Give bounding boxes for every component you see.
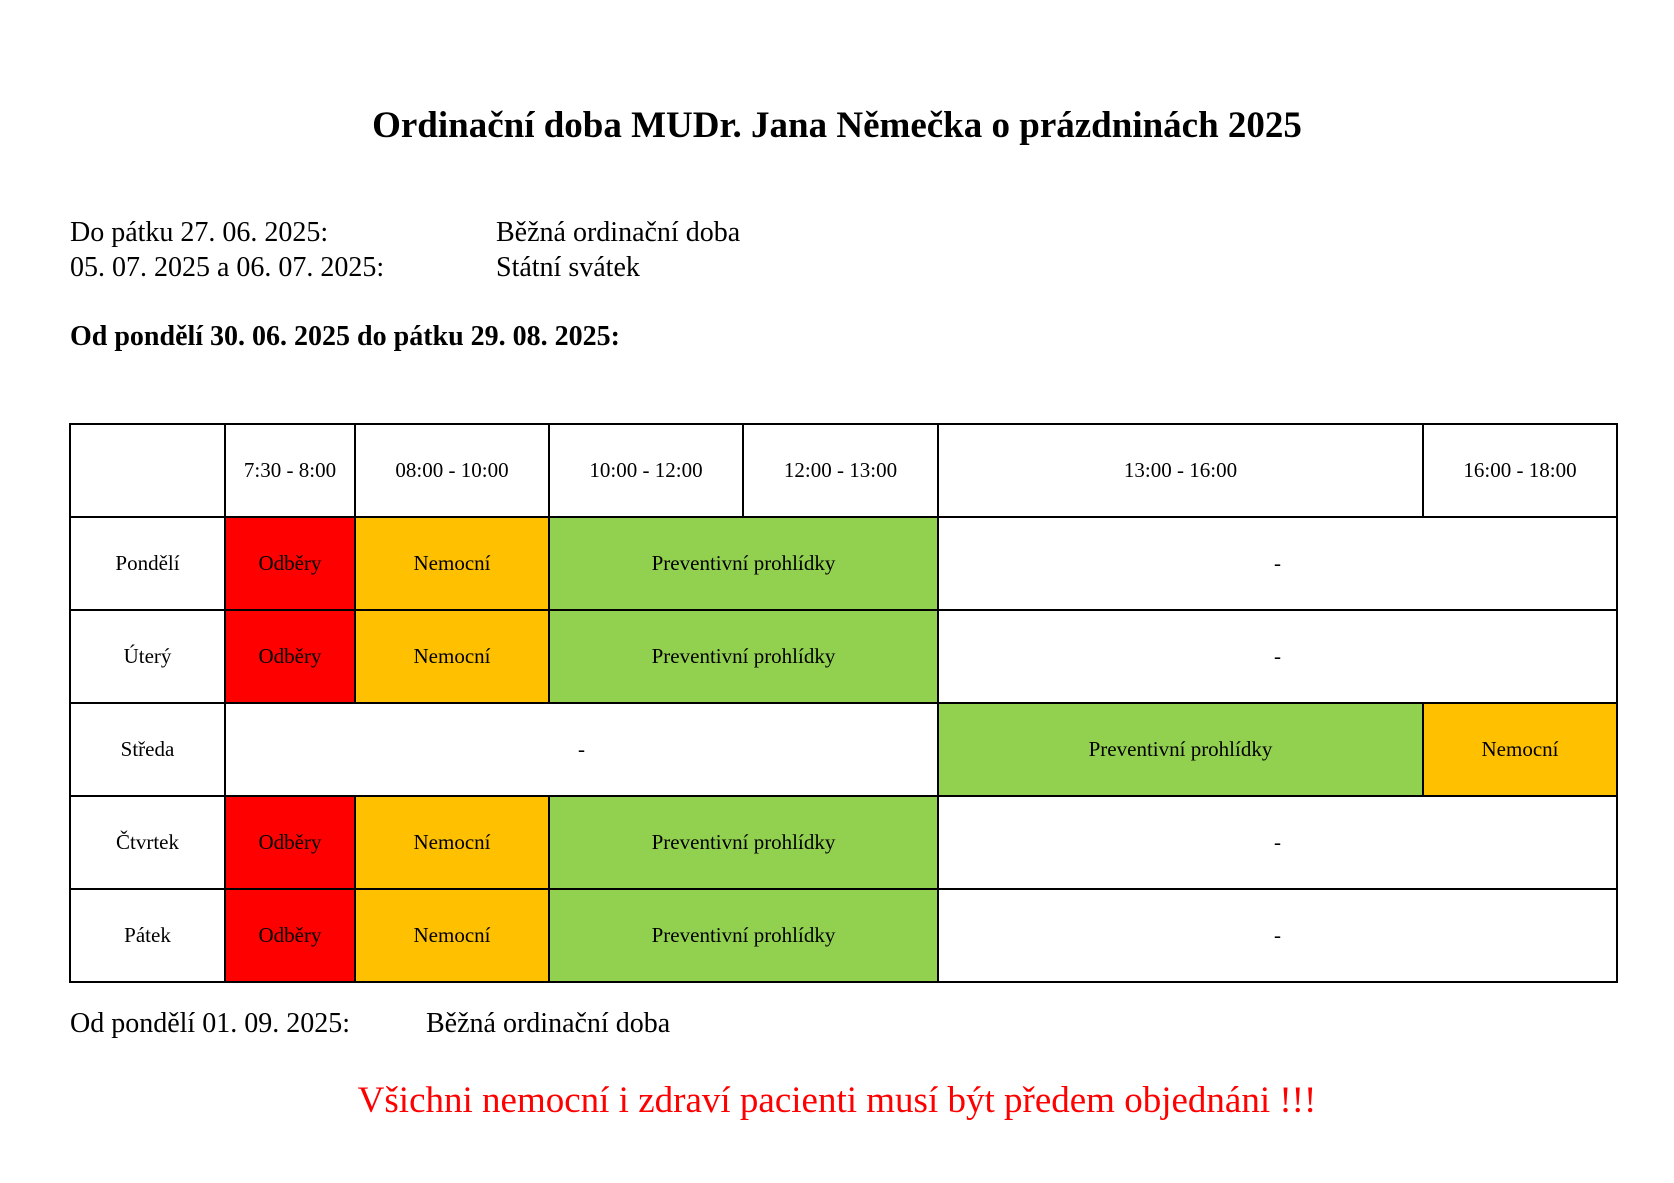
after-period-row (70, 1006, 671, 1041)
table-row (70, 796, 1617, 889)
preventivni-cell: Preventivní prohlídky (549, 610, 938, 703)
odbery-cell: Odběry (225, 517, 355, 610)
day-cell: Úterý (70, 610, 225, 703)
corner-cell (70, 424, 225, 517)
after-label: Od pondělí 01. 09. 2025: (70, 1008, 350, 1039)
page-title: Ordinační doba MUDr. Jana Němečka o prázdninách 2025 (372, 105, 1302, 146)
table-row (70, 610, 1617, 703)
day-cell: Pondělí (70, 517, 225, 610)
preventivni-cell: Preventivní prohlídky (549, 517, 938, 610)
nemocni-cell: Nemocní (355, 889, 549, 982)
table-row (70, 889, 1617, 982)
info-value: Státní svátek (496, 252, 640, 283)
closed-cell: - (938, 610, 1617, 703)
time-slot-header: 13:00 - 16:00 (938, 424, 1423, 517)
time-slot-header: 10:00 - 12:00 (549, 424, 743, 517)
nemocni-cell: Nemocní (1423, 703, 1617, 796)
header-row (70, 424, 1617, 517)
day-cell: Pátek (70, 889, 225, 982)
preventivni-cell: Preventivní prohlídky (549, 796, 938, 889)
info-value: Běžná ordinační doba (496, 217, 741, 248)
nemocni-cell: Nemocní (355, 517, 549, 610)
time-slot-header: 16:00 - 18:00 (1423, 424, 1617, 517)
preventivni-cell: Preventivní prohlídky (938, 703, 1423, 796)
odbery-cell: Odběry (225, 610, 355, 703)
closed-cell: - (938, 517, 1617, 610)
day-cell: Čtvrtek (70, 796, 225, 889)
closed-cell: - (225, 703, 938, 796)
nemocni-cell: Nemocní (355, 796, 549, 889)
period-heading: Od pondělí 30. 06. 2025 do pátku 29. 08. 2025: (70, 321, 620, 352)
info-label: Do pátku 27. 06. 2025: (70, 217, 329, 248)
preventivni-cell: Preventivní prohlídky (549, 889, 938, 982)
day-cell: Středa (70, 703, 225, 796)
warning-text: Všichni nemocní i zdraví pacienti musí být předem objednáni !!! (357, 1080, 1317, 1121)
time-slot-header: 08:00 - 10:00 (355, 424, 549, 517)
schedule-table (69, 423, 1618, 983)
after-value: Běžná ordinační doba (426, 1008, 671, 1039)
closed-cell: - (938, 796, 1617, 889)
time-slot-header: 12:00 - 13:00 (743, 424, 938, 517)
table-row (70, 517, 1617, 610)
odbery-cell: Odběry (225, 796, 355, 889)
nemocni-cell: Nemocní (355, 610, 549, 703)
time-slot-header: 7:30 - 8:00 (225, 424, 355, 517)
odbery-cell: Odběry (225, 889, 355, 982)
table-row (70, 703, 1617, 796)
info-label: 05. 07. 2025 a 06. 07. 2025: (70, 252, 385, 283)
closed-cell: - (938, 889, 1617, 982)
